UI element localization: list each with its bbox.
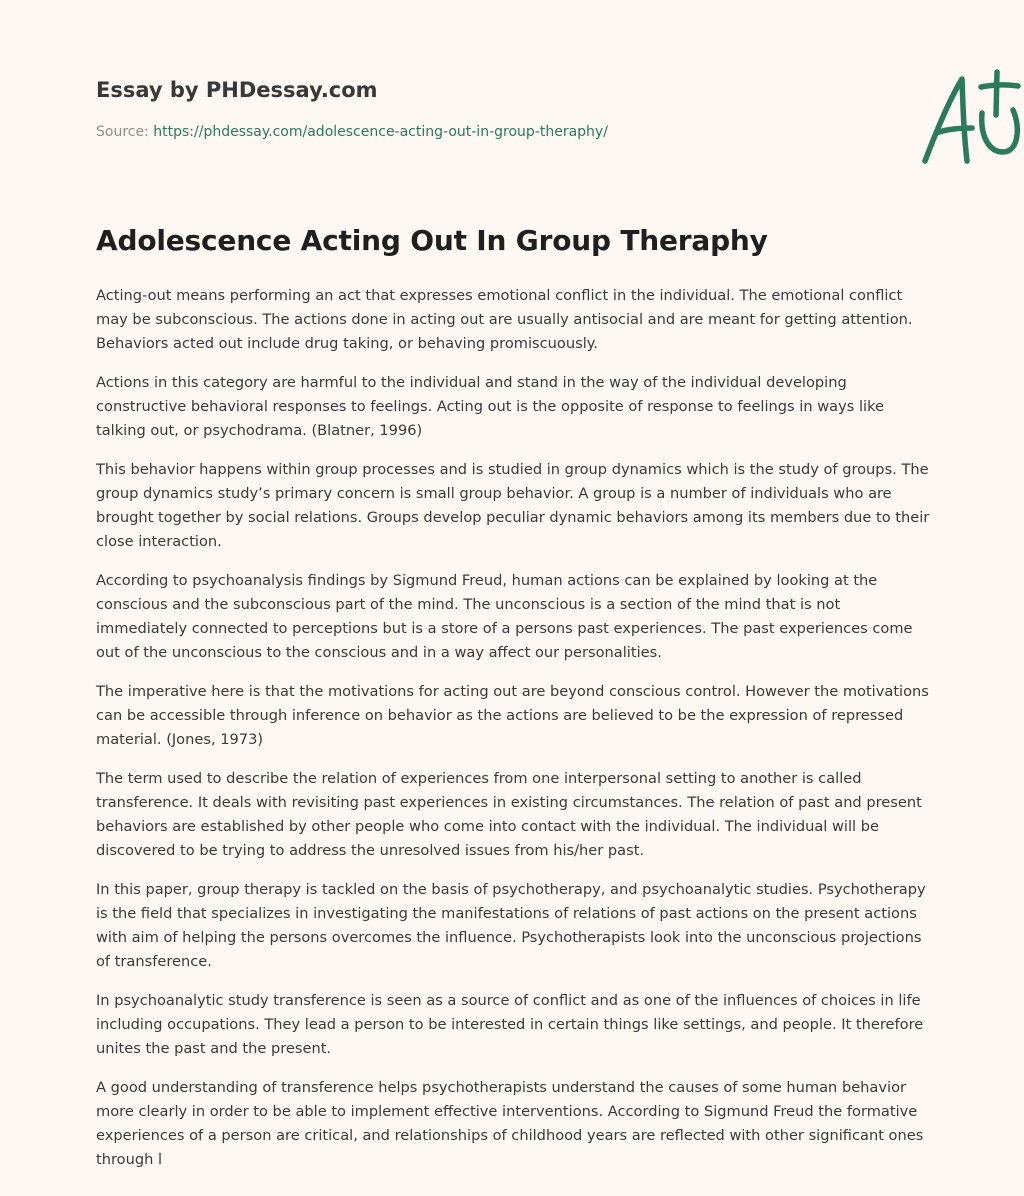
a-plus-grade-icon: [912, 66, 1024, 170]
source-label: Source:: [96, 124, 154, 140]
essay-paragraph: The imperative here is that the motivations for acting out are beyond conscious control. However the motivations can be accessible through inference on behavior as the actions are believed to be the expression of repressed material. (Jones, 1973): [96, 683, 929, 748]
essay-paragraph: According to psychoanalysis findings by Sigmund Freud, human actions can be explained by looking at the conscious and the subconscious part of the mind. The unconscious is a section of the mind that is not immediately connected to perceptions but is a store of a persons past experiences. The past experiences come out of the unconscious to the conscious and in a way affect our personalities.: [96, 572, 913, 661]
site-brand: Essay by PHDessay.com: [96, 78, 378, 102]
source-link[interactable]: https://phdessay.com/adolescence-acting-out-in-group-theraphy/: [153, 124, 608, 140]
essay-paragraph: Actions in this category are harmful to the individual and stand in the way of the individual developing constructive behavioral responses to feelings. Acting out is the opposite of response to feelings in ways like talking out, or psychodrama. (Blatner, 1996): [96, 374, 885, 439]
essay-body: [96, 284, 934, 1187]
essay-title: Adolescence Acting Out In Group Theraphy: [96, 224, 768, 257]
essay-paragraph: In this paper, group therapy is tackled on the basis of psychotherapy, and psychoanalytic studies. Psychotherapy is the field that specializes in investigating the manifestations of relations of past actions on the present actions with aim of helping the persons overcomes the influence. Psychotherapists look into the unconscious projections of transference.: [96, 881, 926, 970]
essay-paragraph: The term used to describe the relation of experiences from one interpersonal setting to another is called transference. It deals with revisiting past experiences in existing circumstances. The relation of past and present behaviors are established by other people who come into contact with the individual. The individual will be discovered to be trying to address the unresolved issues from his/her past.: [96, 770, 922, 859]
essay-paragraph: A good understanding of transference helps psychotherapists understand the causes of some human behavior more clearly in order to be able to implement effective interventions. According to Sigmund Freud the formative experiences of a person are critical, and relationships of childhood years are reflected with other significant ones through l: [96, 1079, 924, 1168]
essay-paragraph: In psychoanalytic study transference is seen as a source of conflict and as one of the influences of choices in life including occupations. They lead a person to be interested in certain things like settings, and people. It therefore unites the past and the present.: [96, 992, 924, 1057]
essay-paragraph: This behavior happens within group processes and is studied in group dynamics which is the study of groups. The group dynamics study’s primary concern is small group behavior. A group is a number of individuals who are brought together by social relations. Groups develop peculiar dynamic behaviors among its members due to their close interaction.: [96, 461, 930, 550]
essay-paragraph: Acting-out means performing an act that expresses emotional conflict in the individual. The emotional conflict may be subconscious. The actions done in acting out are usually antisocial and are meant for getting attention. Behaviors acted out include drug taking, or behaving promiscuously.: [96, 287, 913, 352]
source-line: [96, 124, 608, 140]
